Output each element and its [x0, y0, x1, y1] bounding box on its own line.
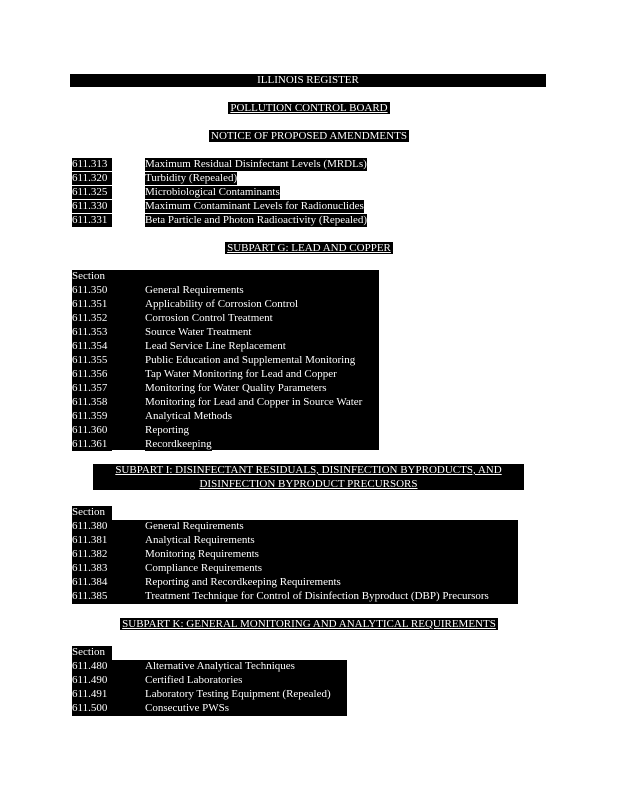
- subpart-g-heading: SUBPART G: LEAD AND COPPER: [227, 242, 391, 254]
- section-number: 611.381: [72, 534, 112, 547]
- subpart-k-heading: SUBPART K: GENERAL MONITORING AND ANALYTICAL REQUIREMENTS: [122, 618, 496, 630]
- section-number: 611.480: [72, 660, 112, 673]
- section-number: 611.380: [72, 520, 112, 533]
- subpart-k-heading-wrap: [0, 618, 618, 631]
- section-title: Monitoring for Lead and Copper in Source Water: [145, 396, 363, 408]
- section-title: Applicability of Corrosion Control: [145, 298, 299, 310]
- section-title: General Requirements: [145, 520, 244, 532]
- section-title: Compliance Requirements: [145, 562, 262, 574]
- section-title: Alternative Analytical Techniques: [145, 660, 295, 672]
- section-number: 611.352: [72, 312, 112, 325]
- section-number: 611.330: [72, 200, 112, 213]
- notice-title: NOTICE OF PROPOSED AMENDMENTS: [211, 130, 407, 142]
- section-number: 611.356: [72, 368, 112, 381]
- section-number: 611.353: [72, 326, 112, 339]
- section-title: Public Education and Supplemental Monitoring: [145, 354, 356, 366]
- section-title: Certified Laboratories: [145, 674, 243, 686]
- section-number: 611.350: [72, 284, 112, 297]
- subpart-i-section-label: Section: [72, 506, 105, 518]
- subpart-i-heading-text2: DISINFECTION BYPRODUCT PRECURSORS: [199, 478, 418, 490]
- section-number: 611.325: [72, 186, 112, 199]
- section-title: Tap Water Monitoring for Lead and Copper: [145, 368, 337, 380]
- section-number: 611.359: [72, 410, 112, 423]
- section-number: 611.351: [72, 298, 112, 311]
- register-header: [70, 74, 546, 87]
- section-number: 611.385: [72, 590, 112, 603]
- section-number: 611.383: [72, 562, 112, 575]
- section-number: 611.361: [72, 438, 112, 451]
- section-title: Treatment Technique for Control of Disinfection Byproduct (DBP) Precursors: [145, 590, 489, 602]
- section-title: Monitoring Requirements: [145, 548, 259, 560]
- section-number: 611.491: [72, 688, 112, 701]
- board-title-wrap: [0, 102, 618, 115]
- section-title: Lead Service Line Replacement: [145, 340, 286, 352]
- section-title: General Requirements: [145, 284, 244, 296]
- section-title: Monitoring for Water Quality Parameters: [145, 382, 327, 394]
- section-title: Corrosion Control Treatment: [145, 312, 273, 324]
- register-title: ILLINOIS REGISTER: [257, 74, 359, 86]
- section-title: Laboratory Testing Equipment (Repealed): [145, 688, 331, 700]
- section-number: 611.354: [72, 340, 112, 353]
- board-title: POLLUTION CONTROL BOARD: [230, 102, 388, 114]
- section-title: Maximum Contaminant Levels for Radionuclides: [145, 200, 364, 212]
- section-title: Reporting and Recordkeeping Requirements: [145, 576, 341, 588]
- section-title: Turbidity (Repealed): [145, 172, 238, 184]
- notice-title-wrap: [0, 130, 618, 143]
- subpart-k-section-label: Section: [72, 646, 105, 658]
- subpart-i-heading-line2: [93, 478, 524, 491]
- section-number: 611.500: [72, 702, 112, 715]
- subpart-i-heading-line1: [93, 464, 524, 477]
- section-number: 611.313: [72, 158, 112, 171]
- section-number: 611.320: [72, 172, 112, 185]
- section-number: 611.490: [72, 674, 112, 687]
- section-title: Beta Particle and Photon Radioactivity (Repealed): [145, 214, 368, 226]
- section-number: 611.357: [72, 382, 112, 395]
- section-number: 611.360: [72, 424, 112, 437]
- section-title: Reporting: [145, 424, 189, 436]
- section-title: Source Water Treatment: [145, 326, 252, 338]
- section-number: 611.358: [72, 396, 112, 409]
- section-number: 611.384: [72, 576, 112, 589]
- section-title: Analytical Requirements: [145, 534, 255, 546]
- section-title: Maximum Residual Disinfectant Levels (MRDLs): [145, 158, 367, 170]
- subpart-g-section-label: Section: [72, 270, 105, 282]
- section-title: Analytical Methods: [145, 410, 233, 422]
- section-title: Recordkeeping: [145, 438, 212, 450]
- subpart-i-heading-text1: SUBPART I: DISINFECTANT RESIDUALS, DISINFECTION BYPRODUCTS, AND: [115, 464, 502, 476]
- section-number: 611.331: [72, 214, 112, 227]
- section-title: Microbiological Contaminants: [145, 186, 280, 198]
- section-number: 611.382: [72, 548, 112, 561]
- section-title: Consecutive PWSs: [145, 702, 230, 714]
- section-number: 611.355: [72, 354, 112, 367]
- subpart-g-heading-wrap: [0, 242, 618, 255]
